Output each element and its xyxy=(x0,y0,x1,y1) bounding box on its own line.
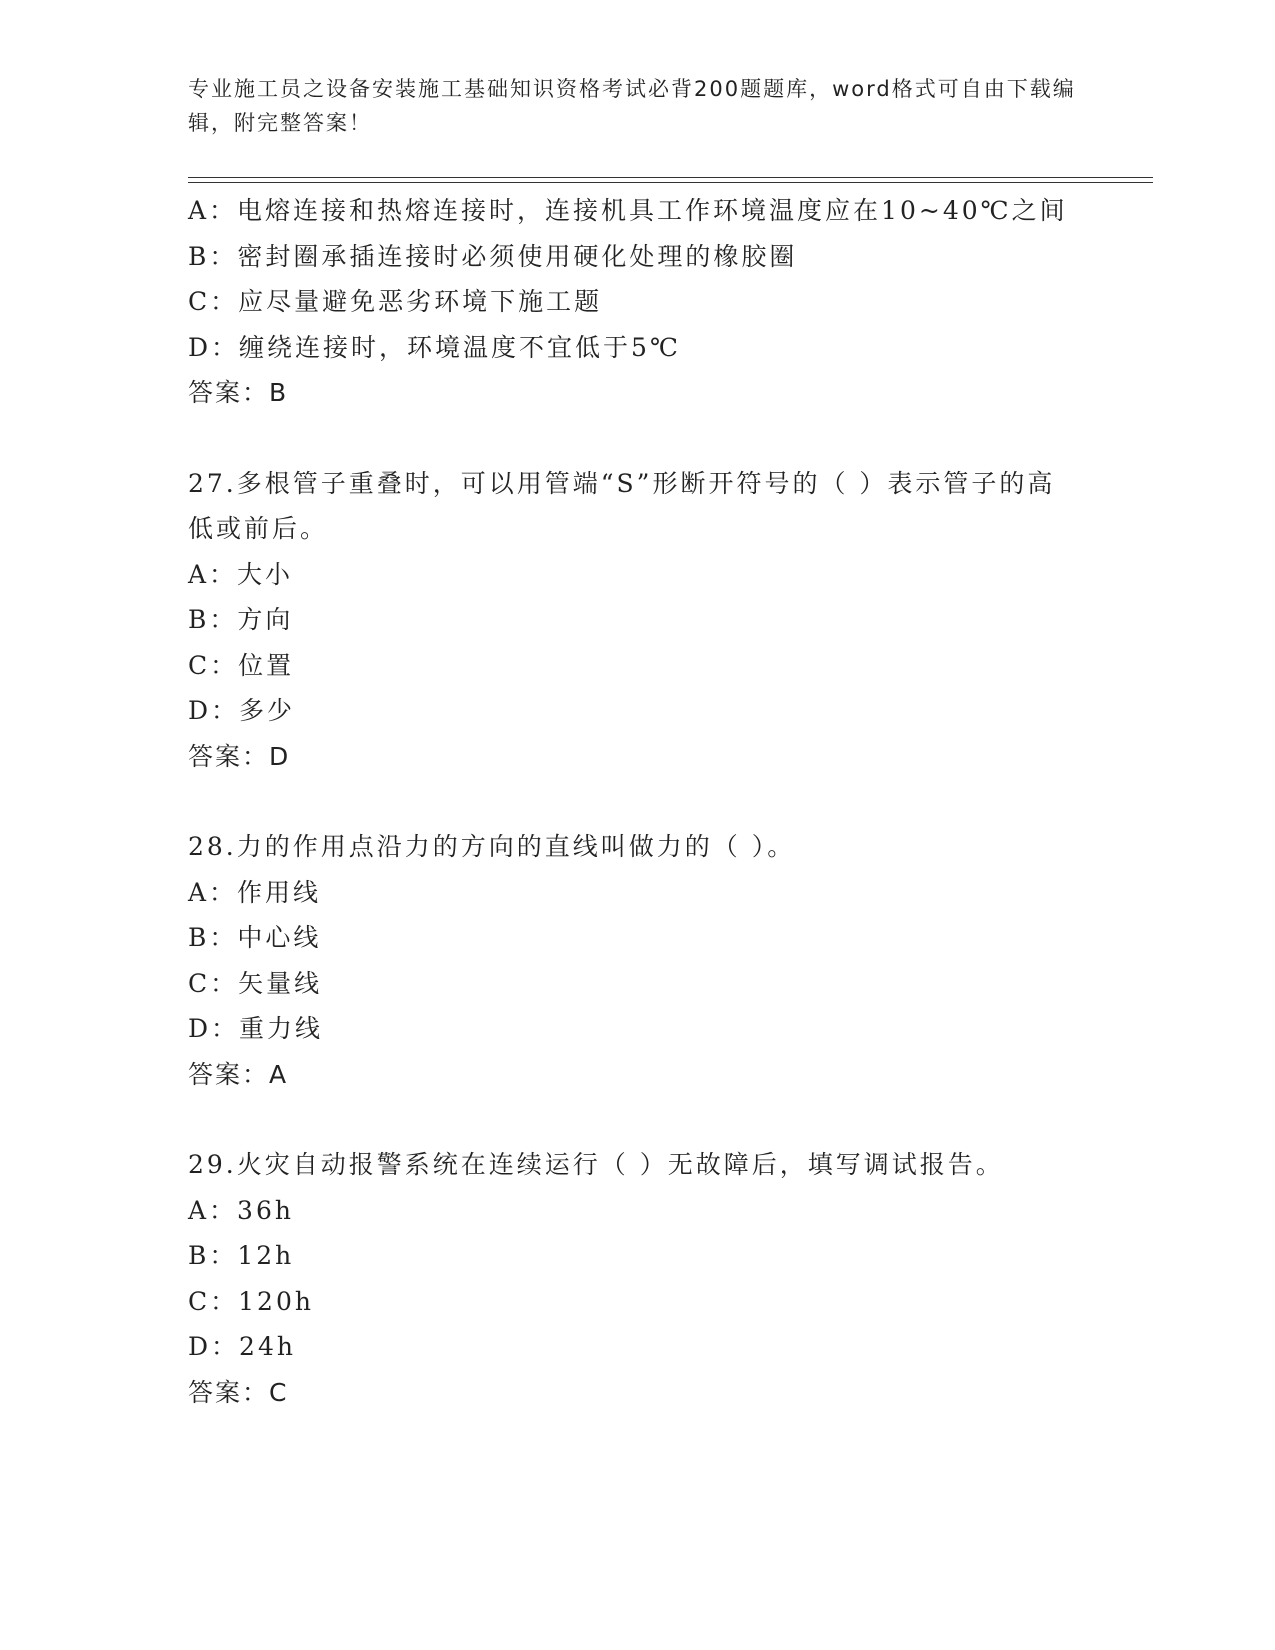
option-d: D：24h xyxy=(188,1332,296,1361)
option-c: C：120h xyxy=(188,1286,314,1316)
question-text: 28.力的作用点沿力的方向的直线叫做力的（ ）。 xyxy=(188,832,796,861)
option-d: D：缠绕连接时，环境温度不宜低于5℃ xyxy=(188,332,681,362)
option-d: D：多少 xyxy=(188,696,296,725)
option-a: A：电熔连接和热熔连接时，连接机具工作环境温度应在10~40℃之间 xyxy=(188,196,1068,225)
prev-question-block xyxy=(188,188,1088,416)
header-rule-top xyxy=(188,177,1153,178)
option-b: B：密封圈承插连接时必须使用硬化处理的橡胶圈 xyxy=(188,241,798,271)
answer-line: 答案：A xyxy=(188,1059,289,1089)
answer-line: 答案：B xyxy=(188,378,289,407)
option-c: C：应尽量避免恶劣环境下施工题 xyxy=(188,287,603,316)
question-block-28 xyxy=(188,824,1088,1097)
option-a: A：36h xyxy=(188,1195,294,1225)
question-block-29 xyxy=(188,1142,1088,1415)
option-b: B：方向 xyxy=(188,605,294,634)
answer-line: 答案：C xyxy=(188,1377,289,1407)
document-body xyxy=(188,188,1088,1415)
document-header: 专业施工员之设备安装施工基础知识资格考试必背200题题库，word格式可自由下载编辑，附完整答案！ xyxy=(188,77,1076,135)
question-block-27 xyxy=(188,461,1088,780)
question-text: 27.多根管子重叠时，可以用管端“S”形断开符号的（ ）表示管子的高低或前后。 xyxy=(188,468,1056,543)
header-rule-bottom xyxy=(188,182,1153,183)
option-c: C：矢量线 xyxy=(188,968,323,998)
option-c: C：位置 xyxy=(188,650,295,680)
option-a: A：大小 xyxy=(188,559,294,589)
option-b: B：12h xyxy=(188,1241,295,1270)
option-a: A：作用线 xyxy=(188,877,322,907)
question-text: 29.火灾自动报警系统在连续运行（ ）无故障后，填写调试报告。 xyxy=(188,1150,1004,1179)
option-b: B：中心线 xyxy=(188,923,322,952)
option-d: D：重力线 xyxy=(188,1014,324,1043)
answer-line: 答案：D xyxy=(188,741,291,771)
